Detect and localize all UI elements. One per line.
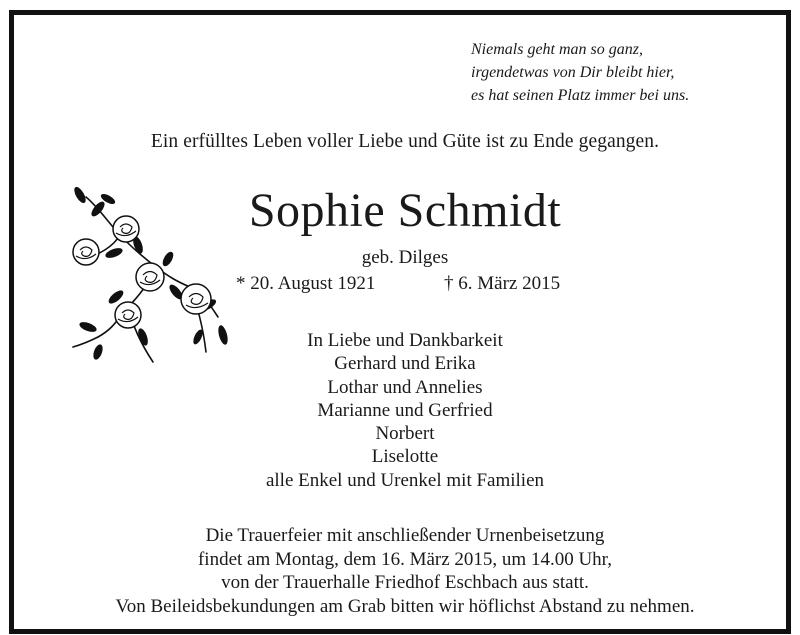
death-date: † 6. März 2015 bbox=[444, 273, 561, 294]
mourners-list bbox=[14, 329, 796, 492]
mourner-line: Lothar und Annelies bbox=[327, 376, 483, 398]
deceased-name: Sophie Schmidt bbox=[248, 184, 562, 237]
mourner-line: Norbert bbox=[375, 423, 435, 445]
notice-line: Die Trauerfeier mit anschließender Urnenbeisetzung bbox=[205, 525, 605, 546]
poem-line: es hat seinen Platz immer bei uns. bbox=[471, 87, 690, 104]
intro-text: Ein erfülltes Leben voller Liebe und Güte ist zu Ende gegangen. bbox=[150, 131, 660, 152]
notice-line: findet am Montag, dem 16. März 2015, um 14.00 Uhr, bbox=[197, 548, 612, 570]
mourner-line: alle Enkel und Urenkel mit Familien bbox=[265, 469, 545, 491]
mourner-line: In Liebe und Dankbarkeit bbox=[307, 330, 503, 351]
obituary-card bbox=[9, 10, 791, 634]
birth-date: * 20. August 1921 bbox=[236, 273, 376, 294]
mourner-line: Liselotte bbox=[371, 446, 439, 468]
notice-line: Von Beileidsbekundungen am Grab bitten wir höflichst Abstand zu nehmen. bbox=[115, 595, 695, 617]
poem-line: Niemals geht man so ganz, bbox=[471, 41, 643, 58]
mourner-line: Gerhard und Erika bbox=[334, 353, 476, 375]
poem bbox=[471, 38, 761, 107]
poem-line: irgendetwas von Dir bleibt hier, bbox=[471, 64, 675, 81]
funeral-notice bbox=[14, 524, 796, 618]
maiden-name: geb. Dilges bbox=[361, 247, 449, 268]
mourner-line: Marianne und Gerfried bbox=[317, 399, 493, 421]
notice-line: von der Trauerhalle Friedhof Eschbach aus statt. bbox=[221, 572, 589, 593]
